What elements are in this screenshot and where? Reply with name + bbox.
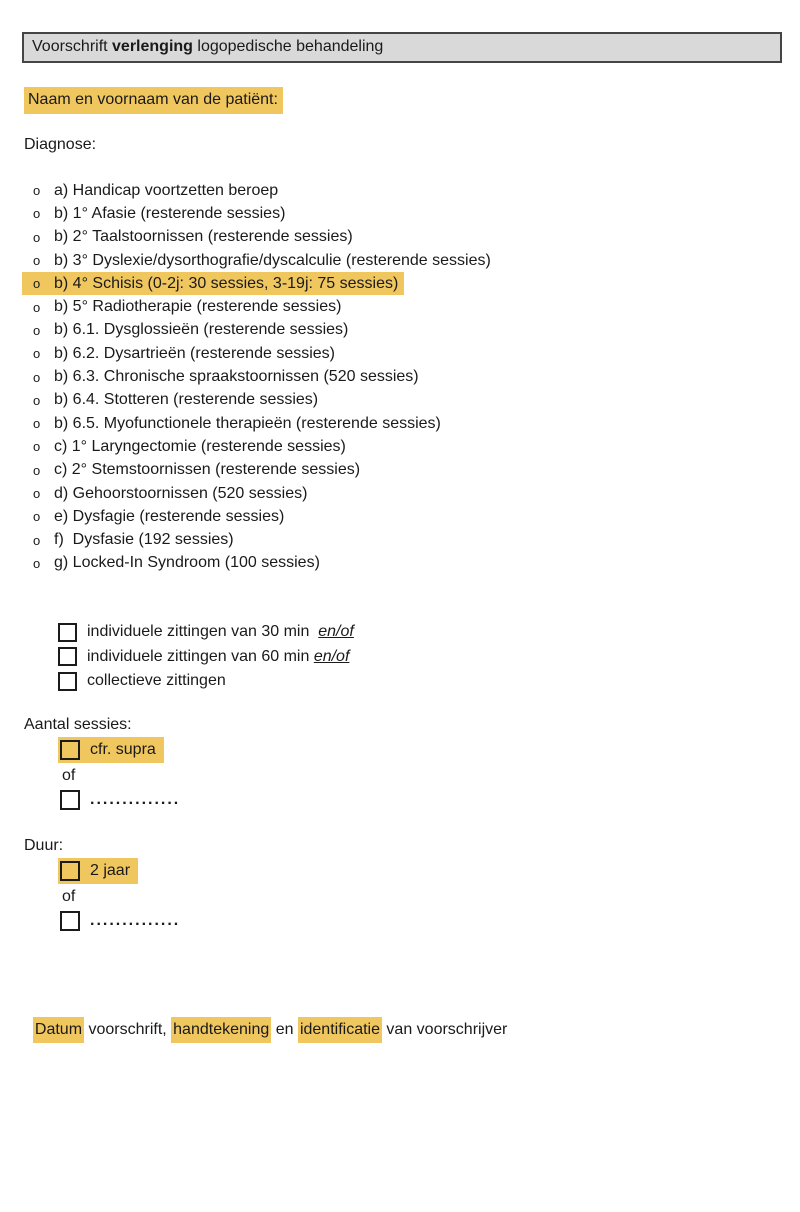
diagnosis-option-label: b) 6.5. Myofunctionele therapieën (resterende sessies): [54, 414, 441, 432]
title-text-post: logopedische behandeling: [192, 38, 384, 55]
diagnosis-option-label: b) 5° Radiotherapie (resterende sessies): [54, 298, 342, 316]
radio-bullet-icon[interactable]: o: [33, 369, 41, 385]
diagnosis-option[interactable]: [22, 179, 284, 202]
diagnosis-option-label: f) Dysfasie (192 sessies): [54, 531, 234, 549]
footer-segment: van voorschrijver: [381, 1020, 508, 1038]
footer-segment: identificatie: [298, 1017, 382, 1043]
diagnosis-option-label: b) 2° Taalstoornissen (resterende sessies): [54, 228, 353, 246]
diagnosis-option[interactable]: [22, 249, 497, 272]
checkbox-2jaar[interactable]: [60, 861, 80, 881]
diagnosis-option-label: d) Gehoorstoornissen (520 sessies): [54, 484, 308, 502]
duur-or-label: of: [62, 887, 76, 905]
diagnosis-option-label: b) 4° Schisis (0-2j: 30 sessies, 3-19j: 75 sessies): [54, 274, 399, 292]
session-type-label: collectieve zittingen: [87, 672, 226, 690]
diagnosis-option[interactable]: [22, 295, 347, 318]
radio-bullet-icon[interactable]: o: [33, 509, 41, 525]
diagnosis-option-label: c) 2° Stemstoornissen (resterende sessies): [54, 461, 361, 479]
radio-bullet-icon[interactable]: o: [33, 322, 41, 338]
diagnosis-option[interactable]: [22, 319, 354, 342]
diagnosis-option[interactable]: [22, 202, 291, 225]
radio-bullet-icon[interactable]: o: [33, 253, 41, 269]
radio-bullet-icon[interactable]: o: [33, 392, 41, 408]
diagnosis-option-label: a) Handicap voortzetten beroep: [54, 181, 279, 199]
session-type-label: individuele zittingen van 60 min: [87, 647, 314, 665]
radio-bullet-icon[interactable]: o: [33, 439, 41, 455]
duur-other-row: [60, 911, 800, 931]
footer-segment: Datum: [33, 1017, 84, 1043]
title-text-pre: Voorschrift: [32, 38, 113, 55]
diagnosis-option[interactable]: [22, 435, 352, 458]
radio-bullet-icon[interactable]: o: [33, 532, 41, 548]
checkbox-individual-30min[interactable]: [58, 623, 77, 642]
radio-bullet-icon[interactable]: o: [33, 276, 41, 292]
aantal-sessies-label: Aantal sessies:: [24, 715, 132, 733]
diagnosis-option[interactable]: [22, 528, 240, 551]
duur-label: Duur:: [24, 836, 64, 854]
aantal-cfr-supra-row: [58, 737, 164, 763]
en-of-label: en/of: [313, 647, 350, 665]
diagnose-label: Diagnose:: [24, 136, 97, 153]
checkbox-collective[interactable]: [58, 672, 77, 691]
cfr-supra-label: cfr. supra: [90, 740, 156, 758]
diagnosis-list: [22, 179, 800, 575]
diagnosis-option-label: b) 1° Afasie (resterende sessies): [54, 204, 286, 222]
radio-bullet-icon[interactable]: o: [33, 299, 41, 315]
diagnosis-option[interactable]: [22, 412, 447, 435]
footer-segment: en: [271, 1020, 298, 1038]
diagnosis-option-label: g) Locked-In Syndroom (100 sessies): [54, 554, 320, 572]
diagnosis-option[interactable]: [22, 552, 326, 575]
duur-2jaar-row: [58, 858, 138, 884]
diagnosis-option[interactable]: [22, 365, 425, 388]
session-type-row: [58, 669, 800, 694]
checkbox-cfr-supra[interactable]: [60, 740, 80, 760]
patient-name-label: Naam en voornaam van de patiënt:: [24, 87, 283, 114]
radio-bullet-icon[interactable]: o: [33, 486, 41, 501]
diagnosis-option-label: c) 1° Laryngectomie (resterende sessies): [54, 437, 346, 455]
radio-bullet-icon[interactable]: o: [33, 183, 41, 199]
checkbox-aantal-other[interactable]: [60, 790, 80, 810]
aantal-or-label: of: [62, 766, 76, 784]
radio-bullet-icon[interactable]: o: [33, 462, 41, 478]
diagnosis-option[interactable]: [22, 459, 366, 482]
session-type-list: [58, 620, 800, 694]
footer-segment: voorschrift,: [84, 1020, 172, 1038]
radio-bullet-icon[interactable]: o: [33, 416, 41, 432]
diagnosis-option-label: e) Dysfagie (resterende sessies): [54, 507, 285, 525]
diagnosis-option[interactable]: [22, 272, 404, 295]
radio-bullet-icon[interactable]: o: [33, 229, 41, 245]
prescriber-footer-line: [24, 1003, 800, 1039]
dotted-fill-line: ..............: [90, 911, 181, 929]
dotted-fill-line: ..............: [90, 790, 181, 808]
radio-bullet-icon[interactable]: o: [33, 346, 41, 362]
radio-bullet-icon[interactable]: o: [33, 206, 41, 222]
radio-bullet-icon[interactable]: o: [33, 555, 41, 571]
diagnosis-option[interactable]: [22, 505, 290, 528]
session-type-row: [58, 620, 800, 645]
diagnosis-option-label: b) 6.3. Chronische spraakstoornissen (520 sessies): [54, 368, 419, 386]
diagnosis-option[interactable]: [22, 342, 341, 365]
en-of-label: en/of: [318, 623, 354, 641]
diagnosis-option-label: b) 3° Dyslexie/dysorthografie/dyscalculie (resterende sessies): [54, 251, 491, 269]
checkbox-individual-60min[interactable]: [58, 647, 77, 666]
footer-segment: handtekening: [171, 1017, 271, 1043]
title-text-bold: verlenging: [112, 38, 193, 55]
diagnosis-option-label: b) 6.2. Dysartrieën (resterende sessies): [54, 344, 335, 362]
diagnosis-option[interactable]: [22, 389, 324, 412]
diagnosis-option-label: b) 6.1. Dysglossieën (resterende sessies): [54, 321, 349, 339]
session-type-label: individuele zittingen van 30 min: [87, 623, 319, 641]
diagnosis-option[interactable]: [22, 482, 313, 505]
diagnosis-option[interactable]: [22, 226, 359, 249]
aantal-other-row: [60, 790, 800, 810]
diagnosis-option-label: b) 6.4. Stotteren (resterende sessies): [54, 391, 319, 409]
checkbox-duur-other[interactable]: [60, 911, 80, 931]
document-title-bar: [22, 32, 782, 63]
duur-2jaar-label: 2 jaar: [90, 861, 131, 879]
session-type-row: [58, 645, 800, 670]
